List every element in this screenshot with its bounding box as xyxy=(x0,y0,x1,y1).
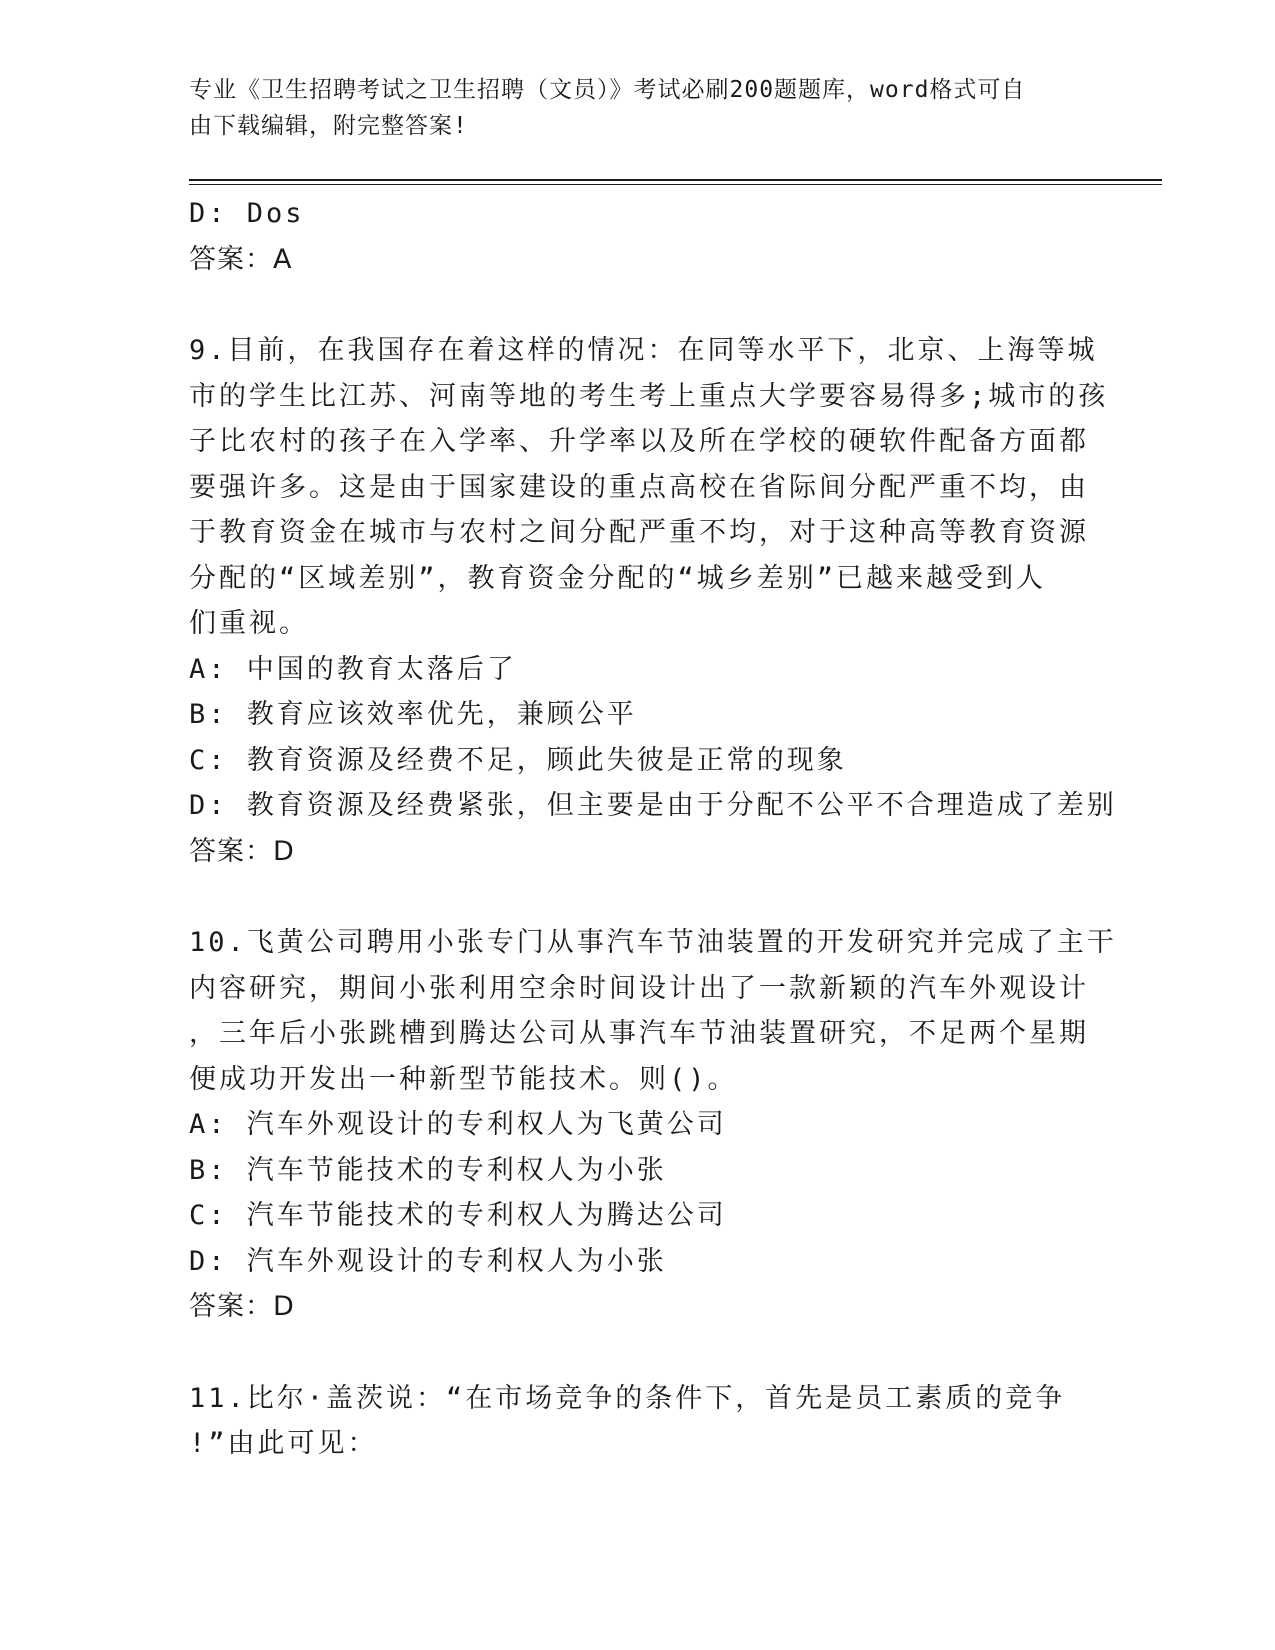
question-stem-line: 市的学生比江苏、河南等地的考生考上重点大学要容易得多;城市的孩 xyxy=(189,380,1109,412)
option-b: B: 教育应该效率优先，兼顾公平 xyxy=(189,699,637,730)
spacer xyxy=(189,282,1089,328)
question-stem-line: 于教育资金在城市与农村之间分配严重不均，对于这种高等教育资源 xyxy=(189,517,1089,548)
option-b: B: 汽车节能技术的专利权人为小张 xyxy=(189,1154,667,1186)
option-d: D: Dos xyxy=(189,198,305,229)
question-9 xyxy=(189,328,1117,874)
header-line-1: 专业《卫生招聘考试之卫生招聘（文员）》考试必刷200题题库，word格式可自 xyxy=(189,77,1026,103)
spacer xyxy=(189,1330,1089,1376)
question-11 xyxy=(189,1376,1089,1467)
question-stem-line: 11.比尔·盖茨说：“在市场竞争的条件下，首先是员工素质的竞争 xyxy=(189,1382,1066,1414)
question-stem-line: !”由此可见： xyxy=(189,1428,378,1459)
header-line-2: 由下载编辑，附完整答案! xyxy=(189,113,468,139)
question-stem-line: 们重视。 xyxy=(189,608,309,639)
option-a: A: 汽车外观设计的专利权人为飞黄公司 xyxy=(189,1109,727,1140)
question-stem-line: 分配的“区域差别”，教育资金分配的“城乡差别”已越来越受到人 xyxy=(189,562,1047,594)
answer-line: 答案：D xyxy=(189,1291,295,1322)
document-header xyxy=(189,72,1069,144)
option-a: A: 中国的教育太落后了 xyxy=(189,653,517,685)
question-10 xyxy=(189,920,1117,1330)
spacer xyxy=(189,874,1089,920)
option-c: C: 汽车节能技术的专利权人为腾达公司 xyxy=(189,1200,727,1231)
answer-line: 答案：A xyxy=(189,243,293,275)
question-stem-line: 内容研究，期间小张利用空余时间设计出了一款新颖的汽车外观设计 xyxy=(189,972,1089,1004)
option-d: D: 教育资源及经费紧张，但主要是由于分配不公平不合理造成了差别 xyxy=(189,790,1117,821)
question-stem-line: 9.目前，在我国存在着这样的情况：在同等水平下，北京、上海等城 xyxy=(189,335,1098,366)
question-stem-line: 子比农村的孩子在入学率、升学率以及所在学校的硬软件配备方面都 xyxy=(189,426,1089,457)
option-d: D: 汽车外观设计的专利权人为小张 xyxy=(189,1245,667,1277)
option-c: C: 教育资源及经费不足，顾此失彼是正常的现象 xyxy=(189,744,847,776)
question-stem-line: ，三年后小张跳槽到腾达公司从事汽车节油装置研究，不足两个星期 xyxy=(189,1018,1089,1049)
question-stem-line: 10.飞黄公司聘用小张专门从事汽车节油装置的开发研究并完成了主干 xyxy=(189,927,1117,958)
header-divider xyxy=(189,179,1162,185)
question-stem-line: 要强许多。这是由于国家建设的重点高校在省际间分配严重不均，由 xyxy=(189,471,1089,503)
question-stem-line: 便成功开发出一种新型节能技术。则()。 xyxy=(189,1063,738,1095)
previous-question-tail xyxy=(189,191,1089,282)
document-body xyxy=(189,191,1117,1467)
answer-line: 答案：D xyxy=(189,835,295,867)
